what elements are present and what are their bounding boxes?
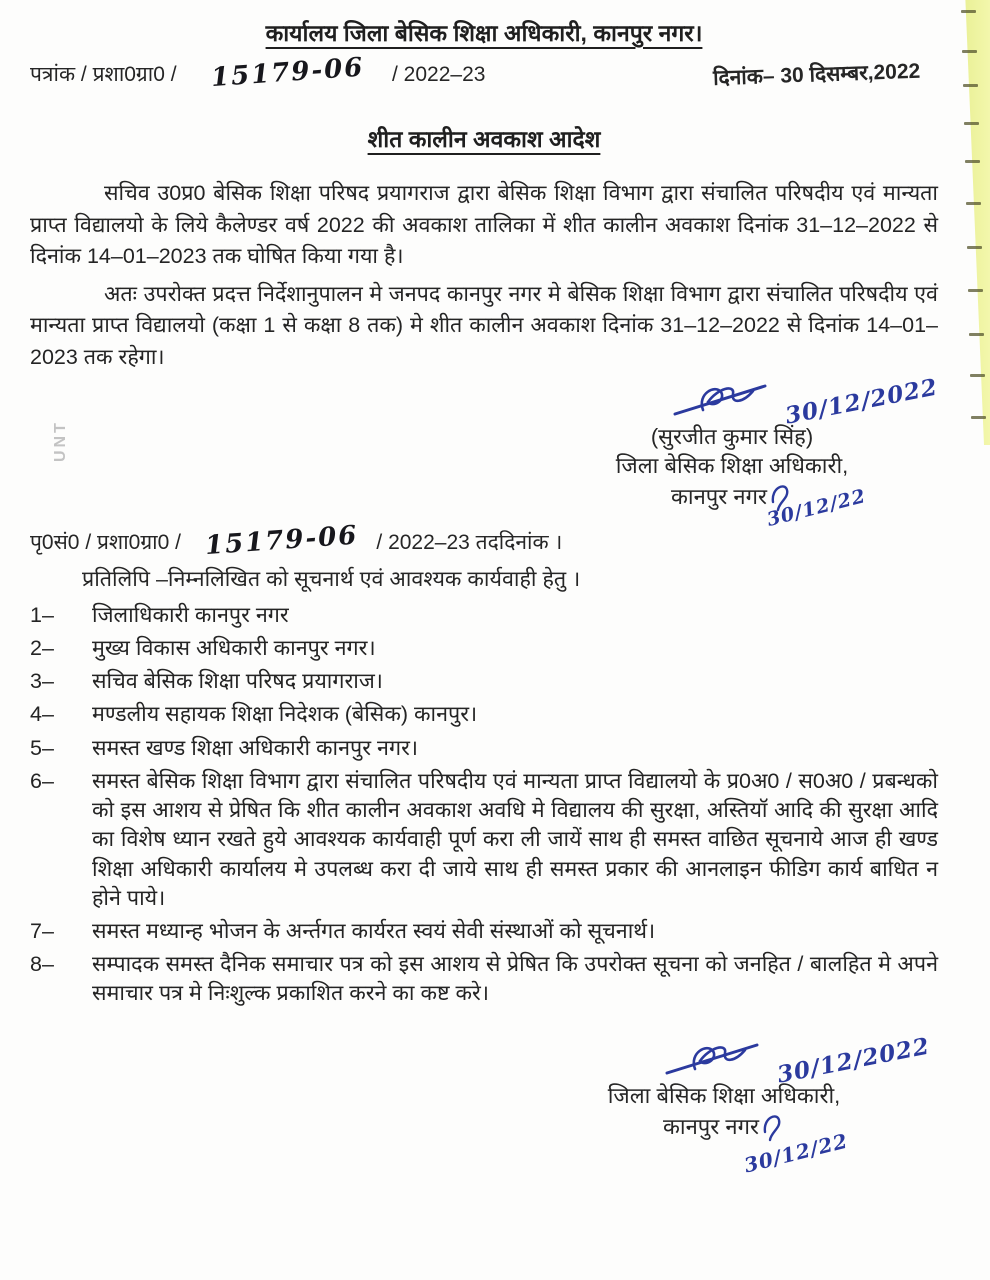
letter-number-handwritten: 15179-06 bbox=[209, 52, 365, 94]
recipient-row bbox=[30, 734, 938, 763]
recipient-row bbox=[30, 767, 938, 913]
recipient-text: मण्डलीय सहायक शिक्षा निदेशक (बेसिक) कानपुर। bbox=[92, 702, 478, 727]
recipient-text: सम्पादक समस्त दैनिक समाचार पत्र को इस आशय से प्रेषित कि उपरोक्त सूचना को जनहित / बालहित मे अपने समाचार पत्र मे निःशुल्क प्रकाशित करने का कष्ट करे। bbox=[92, 952, 938, 1006]
side-watermark-text: UNT bbox=[52, 420, 69, 462]
recipient-number: 5– bbox=[30, 735, 54, 760]
copy-to-line: प्रतिलिपि –निम्नलिखित को सूचनार्थ एवं आवश्यक कार्यवाही हेतु । bbox=[82, 566, 581, 591]
recipient-text: समस्त खण्ड शिक्षा अधिकारी कानपुर नगर। bbox=[92, 735, 419, 760]
recipient-number: 6– bbox=[30, 768, 54, 793]
recipient-number: 4– bbox=[30, 702, 54, 727]
signature-date-small: 30/12/22 bbox=[764, 484, 869, 531]
signatory-place bbox=[670, 480, 869, 531]
reference-label: पृ0सं0 / प्रशा0ग्रा0 / bbox=[30, 530, 181, 554]
recipient-text: सचिव बेसिक शिक्षा परिषद प्रयागराज। bbox=[92, 669, 383, 694]
signature-date-small: 30/12/22 bbox=[741, 1128, 851, 1178]
signatory-place-text: कानपुर नगर bbox=[670, 483, 767, 509]
signatory-place-text: कानपुर नगर bbox=[662, 1113, 759, 1139]
recipient-row bbox=[30, 917, 938, 946]
reference-line bbox=[30, 520, 938, 561]
letter-number-suffix: / 2022–23 bbox=[392, 63, 486, 86]
signature-scribble-icon bbox=[673, 378, 781, 422]
pen-hook-icon bbox=[761, 1110, 785, 1142]
signature-row bbox=[532, 373, 941, 430]
signature-block-top bbox=[532, 373, 941, 531]
recipient-text: समस्त बेसिक शिक्षा विभाग द्वारा संचालित परिषदीय एवं मान्यता प्राप्त विद्यालयो के प्र0अ0 / स0अ0 / प्रबन्धको को इस आशय से प्रेषित कि शीत कालीन अवकाश अवधि मे विद्यालय की सुरक्षा, अस्तियॉ आदि की सुरक्षा आदि का विशेष ध्यान रखते हुये आवश्यक कार्यवाही पूर्ण करा ली जायें साथ ही समस्त वाछित सूचनाये आज ही खण्ड शिक्षा अधिकारी कार्यालय मे उपलब्ध करा दी जाये साथ ही समस्त प्रकार की आनलाइन फीडिग कार्य बाधित न होने पाये। bbox=[92, 768, 938, 910]
signature-scribble-icon bbox=[665, 1037, 773, 1081]
recipient-row bbox=[30, 601, 938, 630]
recipient-number: 7– bbox=[30, 918, 54, 943]
reference-number-handwritten: 15179-06 bbox=[204, 520, 360, 561]
letter-number-label: पत्रांक / प्रशा0ग्रा0 / bbox=[30, 63, 177, 86]
letter-number-row bbox=[30, 52, 938, 94]
signatory-place bbox=[662, 1110, 851, 1178]
recipient-row bbox=[30, 634, 938, 663]
reference-suffix: / 2022–23 तददिनांक । bbox=[376, 530, 563, 554]
signatory-name: (सुरजीत कुमार सिंह) bbox=[650, 423, 814, 449]
recipient-list bbox=[30, 601, 938, 1009]
recipient-row bbox=[30, 950, 938, 1008]
recipient-number: 3– bbox=[30, 669, 54, 694]
recipient-text: मुख्य विकास अधिकारी कानपुर नगर। bbox=[92, 635, 376, 660]
recipient-text: जिलाधिकारी कानपुर नगर bbox=[92, 602, 289, 627]
paragraph-1: सचिव उ0प्र0 बेसिक शिक्षा परिषद प्रयागराज द्वारा बेसिक शिक्षा विभाग द्वारा संचालित परिषदीय एवं मान्यता प्राप्त विद्यालयो के लिये कैलेण्डर वर्ष 2022 की अवकाश तालिका में शीत कालीन अवकाश दिनांक 31–12–2022 से दिनांक 14–01–2023 तक घोषित किया गया है। bbox=[30, 181, 938, 269]
recipient-number: 2– bbox=[30, 635, 54, 660]
signatory-designation: जिला बेसिक शिक्षा अधिकारी, bbox=[607, 1082, 841, 1108]
signature-date-handwritten: 30/12/2022 bbox=[783, 373, 941, 430]
recipient-row bbox=[30, 700, 938, 729]
subject-title: शीत कालीन अवकाश आदेश bbox=[367, 126, 601, 152]
letter-date: दिनांक– 30 दिसम्बर,2022 bbox=[712, 59, 921, 90]
signature-row bbox=[524, 1032, 933, 1089]
recipient-text: समस्त मध्यान्ह भोजन के अर्न्तगत कार्यरत स्वयं सेवी संस्थाओं को सूचनार्थ। bbox=[92, 918, 656, 943]
signatory-designation: जिला बेसिक शिक्षा अधिकारी, bbox=[615, 452, 849, 478]
signature-date-handwritten: 30/12/2022 bbox=[775, 1032, 933, 1089]
letter-number-group bbox=[30, 52, 486, 94]
signature-block-bottom bbox=[524, 1032, 933, 1178]
paragraph-2: अतः उपरोक्त प्रदत्त निर्देशानुपालन मे जनपद कानपुर नगर मे बेसिक शिक्षा विभाग द्वारा संचालित परिषदीय एवं मान्यता प्राप्त विद्यालयो (कक्षा 1 से कक्षा 8 तक) मे शीत कालीन अवकाश दिनांक 31–12–2022 से दिनांक 14–01–2023 तक रहेगा। bbox=[30, 281, 938, 369]
recipient-number: 8– bbox=[30, 952, 54, 977]
recipient-number: 1– bbox=[30, 602, 54, 627]
office-header-title: कार्यालय जिला बेसिक शिक्षा अधिकारी, कानपुर नगर। bbox=[265, 20, 703, 46]
recipient-row bbox=[30, 667, 938, 696]
